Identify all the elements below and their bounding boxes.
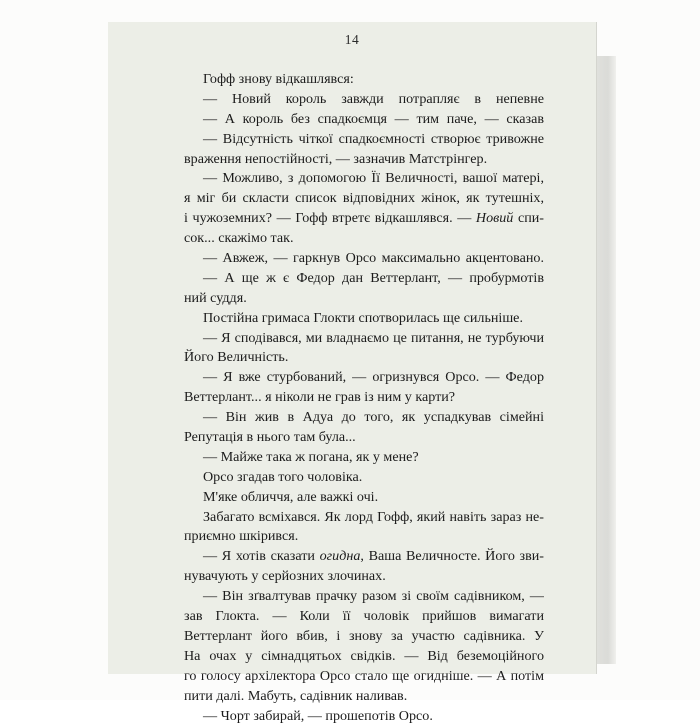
text-line: го голосу архілектора Орсо стало ще огидніше. — А потім [184,667,544,687]
text-line: — А король без спадкоємця — тим паче, — сказав [184,110,544,130]
page-number: 14 [108,32,596,48]
italic-word: огидна [320,548,361,564]
text-line: М'яке обличчя, але важкі очі. [184,488,544,508]
text-line: — Він жив в Адуа до того, як успадкував сімейні [184,408,544,428]
text-line: зав Глокта. — Коли її чоловік прийшов вимагати [184,607,544,627]
text-line: Постійна гримаса Глокти спотворилась ще сильніше. [184,309,544,329]
text-line: Його Величність. [184,348,544,368]
text-line: Веттерлант його вбив, і знову за участю садівника. У [184,627,544,647]
text-line: Гофф знову відкашлявся: [184,70,544,90]
text-line: приємно шкірився. [184,527,544,547]
text-line: — Він зґвалтував прачку разом зі своїм садівником, — [184,587,544,607]
text-line: і чужоземних? — Гофф втретє відкашлявся. — Новий спи- [184,209,544,229]
text-line: — Чорт забирай, — прошепотів Орсо. [184,707,544,726]
text-line: — А ще ж є Федор дан Веттерлант, — пробурмотів [184,269,544,289]
text-line: На очах у сімнадцятьох свідків. — Від беземоційного [184,647,544,667]
book-page [108,22,596,674]
text-line: — Новий король завжди потрапляє в непевне [184,90,544,110]
text-line: — Я хотів сказати огидна, Ваша Величносте. Його зви- [184,547,544,567]
text-line: нувачують у серйозних злочинах. [184,567,544,587]
text-line: — Я вже стурбований, — огризнувся Орсо. — Федор [184,368,544,388]
text-line: — Відсутність чіткої спадкоємності створює тривожне [184,130,544,150]
text-line: — Авжеж, — гаркнув Орсо максимально акцентовано. [184,249,544,269]
text-line: Веттерлант... я ніколи не грав із ним у карти? [184,388,544,408]
page-edge-shadow [596,56,616,664]
text-line: Забагато всміхався. Як лорд Гофф, який навіть зараз не- [184,508,544,528]
text-line: сок... скажімо так. [184,229,544,249]
text-line: — Я сподівався, ми владнаємо це питання, не турбуючи [184,329,544,349]
text-line: пити далі. Мабуть, садівник наливав. [184,687,544,707]
italic-word: Новий [476,210,513,226]
page-text [184,70,544,726]
text-line: я міг би скласти список відповідних жінок, як тутешніх, [184,189,544,209]
text-line: Орсо згадав того чоловіка. [184,468,544,488]
text-line: — Можливо, з допомогою Її Величності, вашої матері, [184,169,544,189]
text-line: враження непостійності, — зазначив Матстрінгер. [184,150,544,170]
text-line: ний суддя. [184,289,544,309]
text-line: — Майже така ж погана, як у мене? [184,448,544,468]
text-line: Репутація в нього там була... [184,428,544,448]
